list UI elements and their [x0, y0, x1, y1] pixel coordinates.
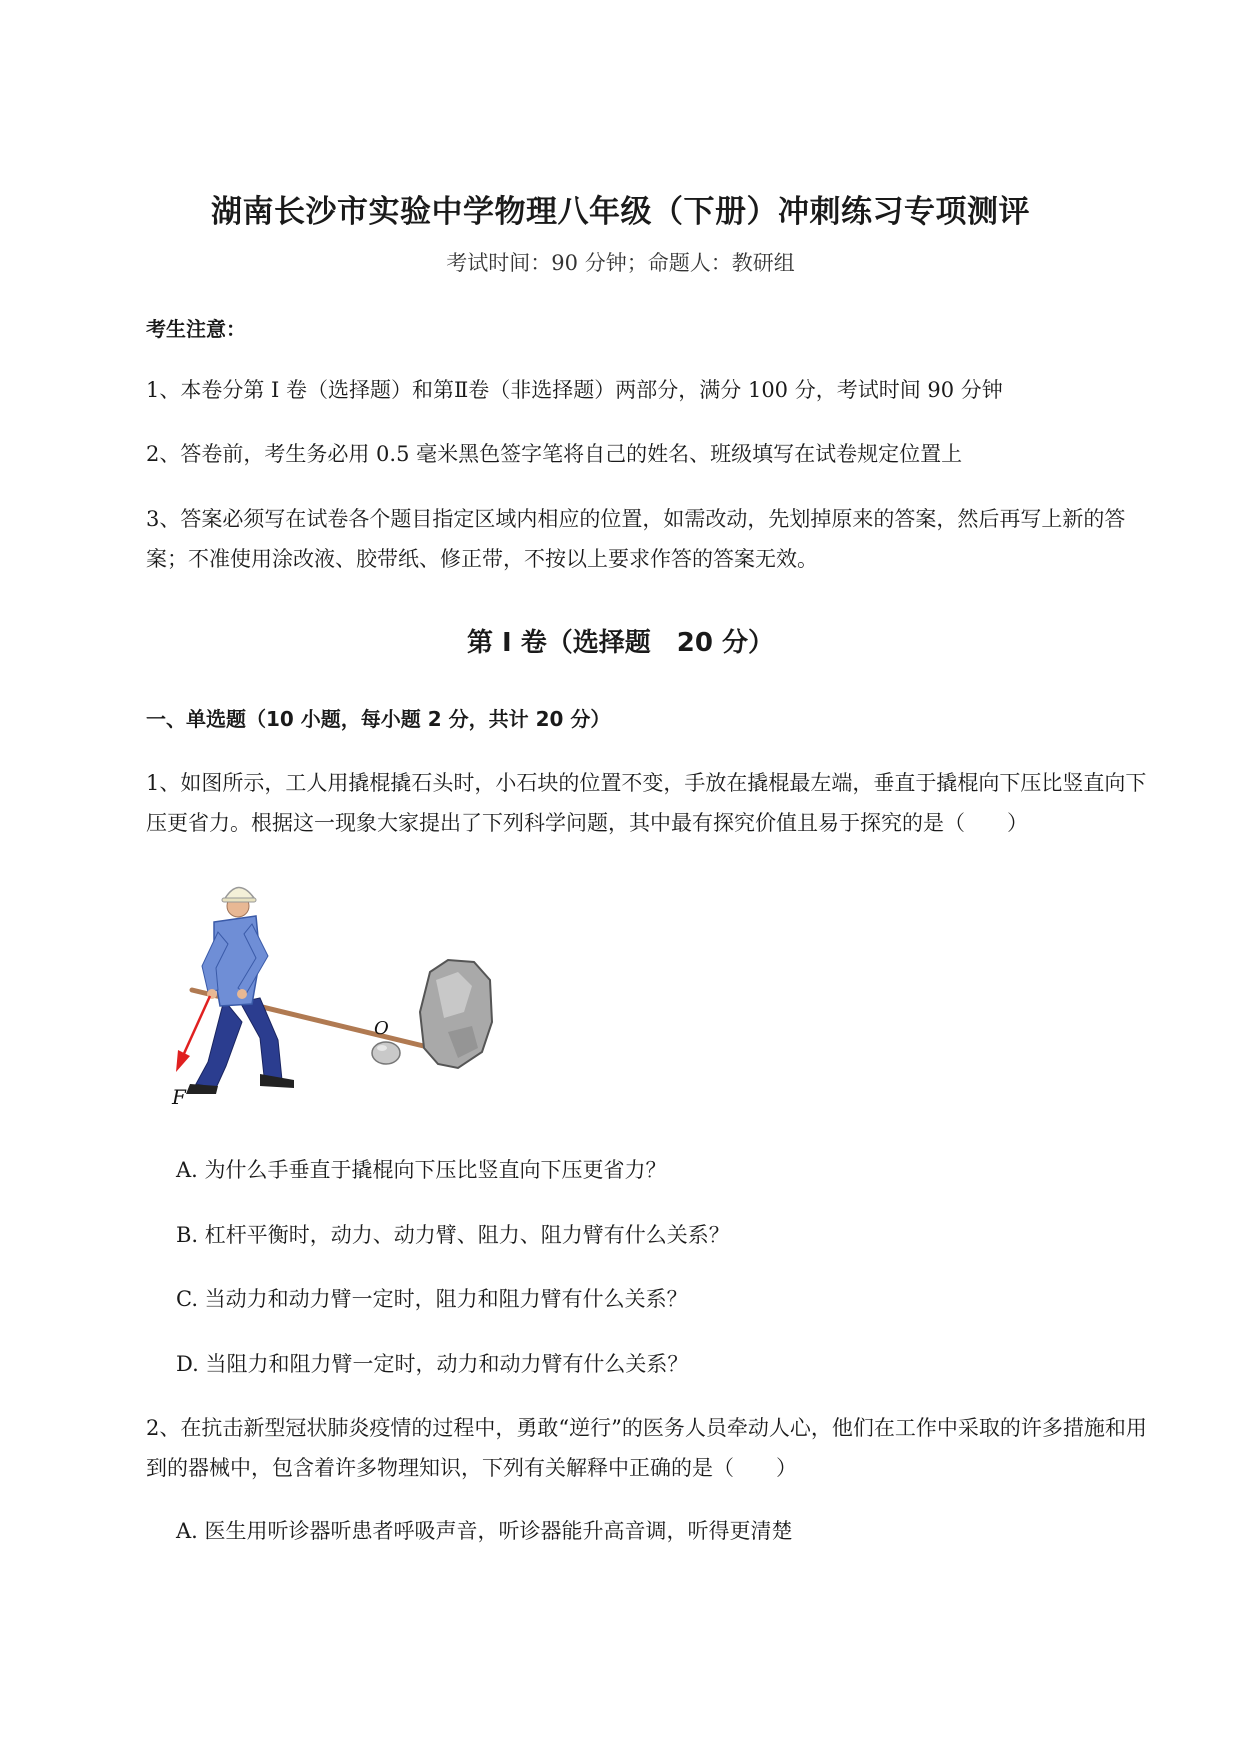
lever-figure	[168, 862, 508, 1112]
force-arrow-head	[176, 1050, 190, 1072]
question-1-option-c: C. 当动力和动力臂一定时，阻力和阻力臂有什么关系？	[176, 1287, 688, 1311]
question-1-stem: 1、如图所示，工人用撬棍撬石头时，小石块的位置不变，手放在撬棍最左端，垂直于撬棍向下压比竖直向下压更省力。根据这一现象大家提出了下列科学问题，其中最有探究价值且易于探究的是（ ）	[146, 771, 1147, 835]
notice-item-3: 3、答案必须写在试卷各个题目指定区域内相应的位置，如需改动，先划掉原来的答案，然后再写上新的答案；不准使用涂改液、胶带纸、修正带，不按以上要求作答的答案无效。	[146, 507, 1126, 571]
question-2-option-a: A. 医生用听诊器听患者呼吸声音，听诊器能升高音调，听得更清楚	[176, 1519, 793, 1543]
question-group-heading: 一、单选题（10 小题，每小题 2 分，共计 20 分）	[146, 707, 611, 731]
notice-heading: 考生注意：	[146, 317, 246, 341]
notice-item-1: 1、本卷分第 I 卷（选择题）和第Ⅱ卷（非选择题）两部分，满分 100 分，考试时间 90 分钟	[146, 378, 1003, 402]
question-1-option-d: D. 当阻力和阻力臂一定时，动力和动力臂有什么关系？	[176, 1352, 689, 1376]
page-title: 湖南长沙市实验中学物理八年级（下册）冲刺练习专项测评	[211, 194, 1030, 230]
exam-info: 考试时间：90 分钟；命题人：教研组	[446, 251, 795, 275]
big-rock	[420, 960, 492, 1068]
question-2-stem: 2、在抗击新型冠状肺炎疫情的过程中，勇敢“逆行”的医务人员牵动人心，他们在工作中采取的许多措施和用到的器械中，包含着许多物理知识，下列有关解释中正确的是（ ）	[146, 1416, 1147, 1480]
question-1-option-b: B. 杠杆平衡时，动力、动力臂、阻力、阻力臂有什么关系？	[176, 1223, 730, 1247]
notice-item-2: 2、答卷前，考生务必用 0.5 毫米黑色签字笔将自己的姓名、班级填写在试卷规定位置上	[146, 442, 963, 466]
pivot-label: O	[374, 1018, 389, 1039]
force-label: F	[172, 1085, 186, 1109]
force-arrow-shaft	[182, 996, 210, 1058]
question-1-option-a: A. 为什么手垂直于撬棍向下压比竖直向下压更省力？	[176, 1158, 667, 1182]
section-title: 第 I 卷（选择题 20 分）	[466, 628, 774, 658]
small-stone	[372, 1042, 400, 1064]
